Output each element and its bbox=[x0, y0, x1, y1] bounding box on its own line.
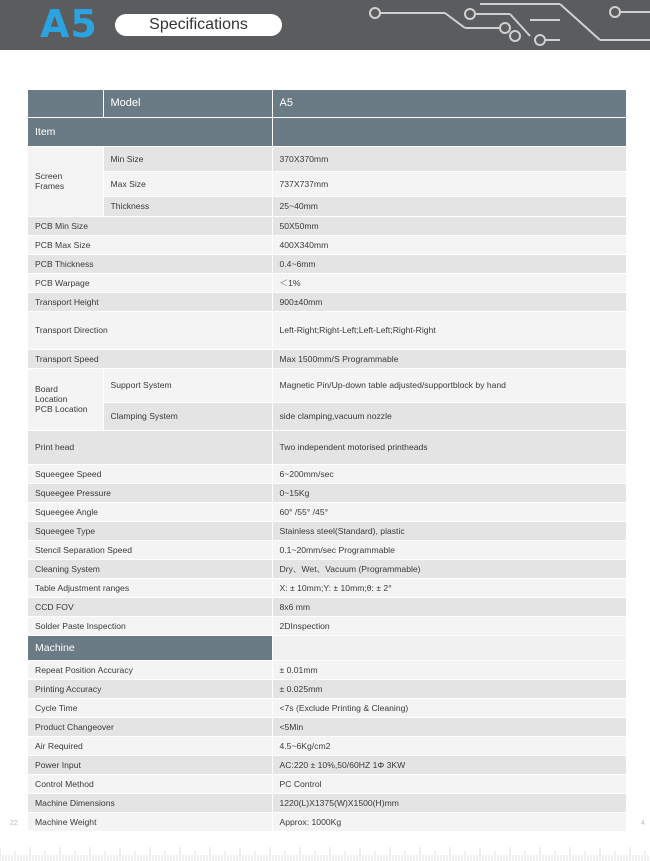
table-row bbox=[28, 254, 626, 273]
row-label: Print head bbox=[28, 430, 272, 464]
row-value: 60° /55° /45° bbox=[272, 502, 626, 521]
table-row bbox=[28, 311, 626, 349]
table-row bbox=[28, 368, 626, 402]
row-label: Product Changeover bbox=[28, 717, 272, 736]
row-label: Cleaning System bbox=[28, 559, 272, 578]
table-row bbox=[28, 502, 626, 521]
table-row bbox=[28, 717, 626, 736]
row-value: 737X737mm bbox=[272, 171, 626, 196]
row-label: Machine Dimensions bbox=[28, 793, 272, 812]
table-row bbox=[28, 597, 626, 616]
row-value: Left-Right;Right-Left;Left-Left;Right-Right bbox=[272, 311, 626, 349]
table-row bbox=[28, 430, 626, 464]
machine-section-row bbox=[28, 635, 626, 660]
row-value: ± 0.025mm bbox=[272, 679, 626, 698]
row-value: Two independent motorised printheads bbox=[272, 430, 626, 464]
table-row bbox=[28, 578, 626, 597]
page-number-left: 22 bbox=[10, 820, 18, 827]
table-row bbox=[28, 196, 626, 216]
item-section-row bbox=[28, 117, 626, 146]
row-label: Table Adjustment ranges bbox=[28, 578, 272, 597]
table-row bbox=[28, 171, 626, 196]
table-row bbox=[28, 679, 626, 698]
board-location-group-label: Board Location PCB Location bbox=[28, 368, 103, 430]
row-value: 50X50mm bbox=[272, 216, 626, 235]
row-label: Transport Height bbox=[28, 292, 272, 311]
circuit-decoration-icon bbox=[360, 0, 650, 50]
row-value: ± 0.01mm bbox=[272, 660, 626, 679]
header-value-cell: A5 bbox=[272, 90, 626, 117]
table-row bbox=[28, 736, 626, 755]
table-row bbox=[28, 235, 626, 254]
spec-table-wrapper bbox=[28, 90, 626, 832]
ruler-decoration bbox=[0, 838, 650, 861]
row-value: 4.5~6Kg/cm2 bbox=[272, 736, 626, 755]
row-label: Support System bbox=[103, 368, 272, 402]
row-label: Cycle Time bbox=[28, 698, 272, 717]
row-value: 1220(L)X1375(W)X1500(H)mm bbox=[272, 793, 626, 812]
section-title: Specifications bbox=[115, 14, 282, 36]
row-value: 0~15Kg bbox=[272, 483, 626, 502]
row-value: 25~40mm bbox=[272, 196, 626, 216]
row-value: Stainless steel(Standard), plastic bbox=[272, 521, 626, 540]
row-value: 400X340mm bbox=[272, 235, 626, 254]
row-value: 900±40mm bbox=[272, 292, 626, 311]
item-section-blank bbox=[272, 117, 626, 146]
row-value: ＜1% bbox=[272, 273, 626, 292]
row-label: Air Required bbox=[28, 736, 272, 755]
row-value: 0.1~20mm/sec Programmable bbox=[272, 540, 626, 559]
table-row bbox=[28, 660, 626, 679]
screen-frames-group-label: Screen Frames bbox=[28, 146, 103, 216]
row-label: PCB Thickness bbox=[28, 254, 272, 273]
row-value: Approx: 1000Kg bbox=[272, 812, 626, 831]
row-value: <7s (Exclude Printing & Cleaning) bbox=[272, 698, 626, 717]
row-label: PCB Max Size bbox=[28, 235, 272, 254]
table-row bbox=[28, 812, 626, 831]
row-label: Stencil Separation Speed bbox=[28, 540, 272, 559]
table-row bbox=[28, 793, 626, 812]
row-label: Power Input bbox=[28, 755, 272, 774]
table-row bbox=[28, 698, 626, 717]
table-row bbox=[28, 483, 626, 502]
row-label: Control Method bbox=[28, 774, 272, 793]
item-section-label: Item bbox=[28, 117, 272, 146]
row-label: Printing Accuracy bbox=[28, 679, 272, 698]
machine-section-label: Machine bbox=[28, 635, 272, 660]
row-label: Transport Speed bbox=[28, 349, 272, 368]
table-row bbox=[28, 540, 626, 559]
table-row bbox=[28, 146, 626, 171]
row-value: 370X370mm bbox=[272, 146, 626, 171]
table-row bbox=[28, 755, 626, 774]
table-row bbox=[28, 521, 626, 540]
machine-section-blank bbox=[272, 635, 626, 660]
row-value: PC Control bbox=[272, 774, 626, 793]
row-label: Max Size bbox=[103, 171, 272, 196]
row-value: X: ± 10mm;Y: ± 10mm;θ: ± 2° bbox=[272, 578, 626, 597]
row-label: Squeegee Speed bbox=[28, 464, 272, 483]
spec-table bbox=[28, 90, 626, 832]
row-value: Magnetic Pin/Up-down table adjusted/supportblock by hand bbox=[272, 368, 626, 402]
table-header-row bbox=[28, 90, 626, 117]
row-value: side clamping,vacuum nozzle bbox=[272, 402, 626, 430]
table-row bbox=[28, 464, 626, 483]
table-row bbox=[28, 349, 626, 368]
row-value: 2DInspection bbox=[272, 616, 626, 635]
row-label: Min Size bbox=[103, 146, 272, 171]
row-label: Solder Paste Inspection bbox=[28, 616, 272, 635]
table-row bbox=[28, 559, 626, 578]
header-model-cell: Model bbox=[103, 90, 272, 117]
row-label: Squeegee Type bbox=[28, 521, 272, 540]
row-value: 8x6 mm bbox=[272, 597, 626, 616]
row-label: Thickness bbox=[103, 196, 272, 216]
row-value: 0.4~6mm bbox=[272, 254, 626, 273]
row-value: Max 1500mm/S Programmable bbox=[272, 349, 626, 368]
row-label: CCD FOV bbox=[28, 597, 272, 616]
row-label: Squeegee Angle bbox=[28, 502, 272, 521]
row-value: AC:220 ± 10%,50/60HZ 1Φ 3KW bbox=[272, 755, 626, 774]
table-row bbox=[28, 273, 626, 292]
row-label: Clamping System bbox=[103, 402, 272, 430]
page-number-right: 4 bbox=[641, 820, 645, 827]
table-row bbox=[28, 216, 626, 235]
header-band bbox=[0, 0, 650, 50]
row-value: 6~200mm/sec bbox=[272, 464, 626, 483]
header-blank-cell bbox=[28, 90, 103, 117]
row-label: Transport Direction bbox=[28, 311, 272, 349]
table-row bbox=[28, 616, 626, 635]
row-value: <5Min bbox=[272, 717, 626, 736]
row-value: Dry、Wet、Vacuum (Programmable) bbox=[272, 559, 626, 578]
table-row bbox=[28, 402, 626, 430]
row-label: Machine Weight bbox=[28, 812, 272, 831]
row-label: PCB Min Size bbox=[28, 216, 272, 235]
row-label: Repeat Position Accuracy bbox=[28, 660, 272, 679]
model-title: A5 bbox=[40, 2, 98, 46]
row-label: PCB Warpage bbox=[28, 273, 272, 292]
row-label: Squeegee Pressure bbox=[28, 483, 272, 502]
table-row bbox=[28, 292, 626, 311]
table-row bbox=[28, 774, 626, 793]
